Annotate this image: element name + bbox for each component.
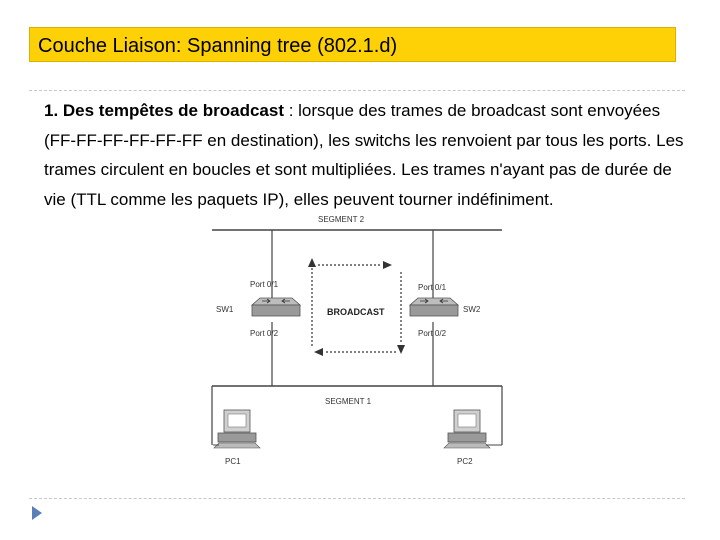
paragraph-bold-lead: 1. Des tempêtes de broadcast <box>44 101 284 120</box>
broadcast-label: BROADCAST <box>327 307 385 317</box>
pc2-computer-icon <box>444 410 502 448</box>
pc1-computer-icon <box>213 410 260 448</box>
sw1-port-top-label: Port 0/1 <box>250 280 279 289</box>
sw2-label: SW2 <box>463 305 481 314</box>
pc1-label: PC1 <box>225 457 241 466</box>
paragraph-text: : lorsque des trames de broadcast sont envoyées (FF-FF-FF-FF-FF-FF en destination), les switchs les renvoient par tous les ports. Les trames circulent en boucles et sont multipliées. Les trames n'ayant pas de durée de vie (TTL comme les paquets IP), elles peuvent tourner indéfiniment. <box>44 101 684 209</box>
nav-arrow-icon[interactable] <box>32 506 42 520</box>
slide-title: Couche Liaison: Spanning tree (802.1.d) <box>38 35 398 57</box>
segment-2-label: SEGMENT 2 <box>318 215 365 224</box>
sw2-port-bottom-label: Port 0/2 <box>418 329 447 338</box>
sw1-label: SW1 <box>216 305 234 314</box>
sw1-port-bottom-label: Port 0/2 <box>250 329 279 338</box>
sw2-switch-icon <box>410 298 458 316</box>
pc2-label: PC2 <box>457 457 473 466</box>
sw2-port-top-label: Port 0/1 <box>418 283 447 292</box>
bottom-divider <box>29 498 685 499</box>
sw1-switch-icon <box>252 298 300 316</box>
segment-1-label: SEGMENT 1 <box>325 397 372 406</box>
